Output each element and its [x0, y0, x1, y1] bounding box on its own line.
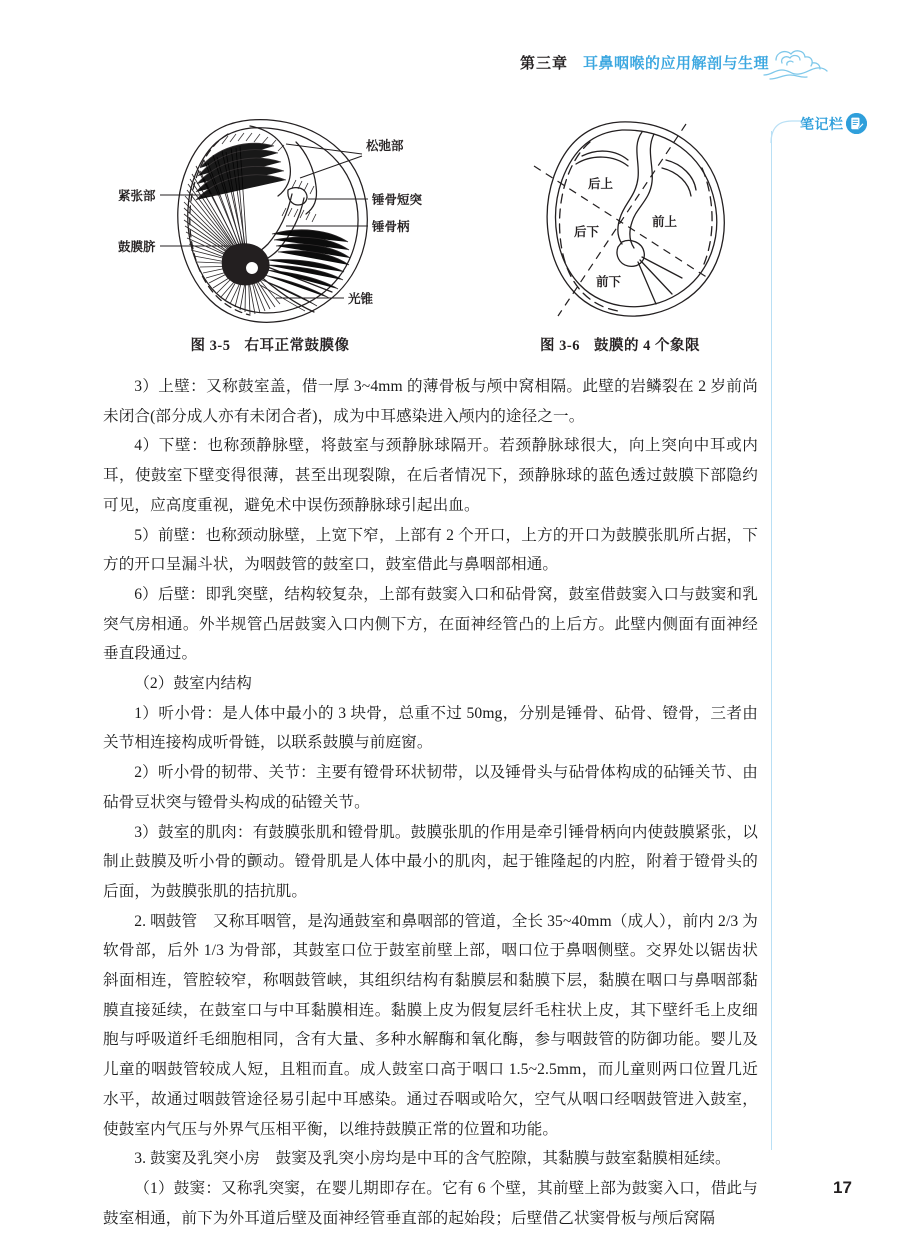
- label-chui-gu-bing: 锤骨柄: [372, 220, 410, 234]
- label-guang-zhui: 光锥: [348, 292, 374, 306]
- figure-3-6-caption-title: 鼓膜的 4 个象限: [593, 338, 700, 354]
- body-paragraph: 3）上壁：又称鼓室盖，借一厚 3~4mm 的薄骨板与颅中窝相隔。此壁的岩鳞裂在 2 岁前尚未闭合(部分成人亦有未闭合者)，成为中耳感染进入颅内的途径之一。: [103, 378, 758, 425]
- body-paragraph: 5）前壁：也称颈动脉壁，上宽下窄，上部有 2 个开口，上方的开口为鼓膜张肌所占据，下方的开口呈漏斗状，为咽鼓管的鼓室口，鼓室借此与鼻咽部相通。: [103, 526, 758, 574]
- page-number: 17: [833, 1178, 852, 1197]
- quadrant-hou-xia: 后下: [574, 225, 600, 239]
- body-paragraph: （2）鼓室内结构: [134, 675, 252, 693]
- body-paragraph: 6）后壁：即乳突壁，结构较复杂，上部有鼓窦入口和砧骨窝，鼓室借鼓窦入口与鼓窦和乳突气房相通。外半规管凸居鼓窦入口内侧下方，在面神经管凸的上后方。此壁内侧面有面神经垂直段通过。: [103, 585, 758, 663]
- figure-3-5-caption-title: 右耳正常鼓膜像: [244, 338, 350, 354]
- body-paragraph: （1）鼓窦：又称乳突窦，在婴儿期即存在。它有 6 个壁，其前壁上部为鼓窦入口，借此与鼓室相通，前下为外耳道后壁及面神经管垂直部的起始段；后壁借乙状窦骨板与颅后窝隔: [103, 1179, 758, 1227]
- body-paragraph: 4）下壁：也称颈静脉壁，将鼓室与颈静脉球隔开。若颈静脉球很大，向上突向中耳或内耳，使鼓室下壁变得很薄，甚至出现裂隙，在后者情况下，颈静脉球的蓝色透过鼓膜下部隐约可见，应高度重视，避免术中误伤颈静脉球引起出血。: [103, 437, 758, 514]
- label-jin-zhang-bu: 紧张部: [118, 189, 156, 203]
- body-paragraph: 3. 鼓窦及乳突小房 鼓窦及乳突小房均是中耳的含气腔隙，其黏膜与鼓室黏膜相延续。: [134, 1150, 731, 1168]
- label-song-chi-bu: 松弛部: [366, 139, 404, 153]
- quadrant-qian-shang: 前上: [652, 215, 678, 229]
- note-pen-icon: [846, 113, 867, 134]
- label-chui-gu-duan-tu: 锤骨短突: [372, 193, 423, 207]
- figure-3-5-illustration: [100, 108, 440, 333]
- body-paragraph: 3）鼓室的肌肉：有鼓膜张肌和镫骨肌。鼓膜张肌的作用是牵引锤骨柄向内使鼓膜紧张，以制止鼓膜及听小骨的颤动。镫骨肌是人体中最小的肌肉，起于锥隆起的内腔，附着于镫骨头的后面，为鼓膜张肌的拮抗肌。: [103, 823, 758, 900]
- body-paragraph: 2. 咽鼓管 又称耳咽管，是沟通鼓室和鼻咽部的管道，全长 35~40mm（成人），前内 2/3 为软骨部，后外 1/3 为骨部，其鼓室口位于鼓室前壁上部，咽口位于鼻咽侧壁。交界处以锯齿状斜面相连，管腔较窄，称咽鼓管峡，其组织结构有黏膜层和黏膜下层，黏膜在咽口与鼻咽部黏膜直接延续，在鼓室口与中耳黏膜相连。黏膜上皮为假复层纤毛柱状上皮，其下壁纤毛上皮细胞与呼吸道纤毛细胞相同，含有大量、多种水解酶和氧化酶，参与咽鼓管的防御功能。婴儿及儿童的咽鼓管较成人短，且粗而直。成人鼓室口高于咽口 1.5~2.5mm，而儿童则两口位置几近水平，故通过咽鼓管途径易引起中耳感染。通过吞咽或哈欠，空气从咽口经咽鼓管进入鼓室，使鼓室内气压与外界气压相平衡，以维持鼓膜正常的位置和功能。: [103, 912, 758, 1138]
- cloud-wave-ornament-icon: [760, 44, 830, 82]
- figure-3-5-caption-number: 图 3-5: [190, 338, 231, 354]
- header-chapter-number: 第三章: [520, 56, 569, 72]
- figure-3-5: [100, 108, 440, 354]
- label-gu-mo-qi: 鼓膜脐: [118, 240, 156, 254]
- figure-3-5-caption: [100, 334, 440, 355]
- figure-3-6: [470, 108, 770, 354]
- notes-rail-label: 笔记栏: [800, 118, 844, 133]
- quadrant-qian-xia: 前下: [596, 275, 622, 289]
- body-paragraph: 1）听小骨：是人体中最小的 3 块骨，总重不过 50mg，分别是锤骨、砧骨、镫骨，三者由关节相连接构成听骨链，以联系鼓膜与前庭窗。: [103, 704, 758, 752]
- body-paragraph: 2）听小骨的韧带、关节：主要有镫骨环状韧带，以及锤骨头与砧骨体构成的砧锤关节、由砧骨豆状突与镫骨头构成的砧镫关节。: [103, 764, 758, 811]
- header-chapter-title: 耳鼻咽喉的应用解剖与生理: [583, 56, 770, 72]
- page-header: [0, 52, 900, 92]
- body-text-column: [103, 372, 758, 1233]
- figure-row: [0, 108, 772, 368]
- quadrant-hou-shang: 后上: [588, 177, 614, 191]
- figure-3-6-caption-number: 图 3-6: [540, 338, 580, 354]
- figure-3-6-illustration: [470, 108, 770, 333]
- figure-3-6-caption: [470, 334, 770, 355]
